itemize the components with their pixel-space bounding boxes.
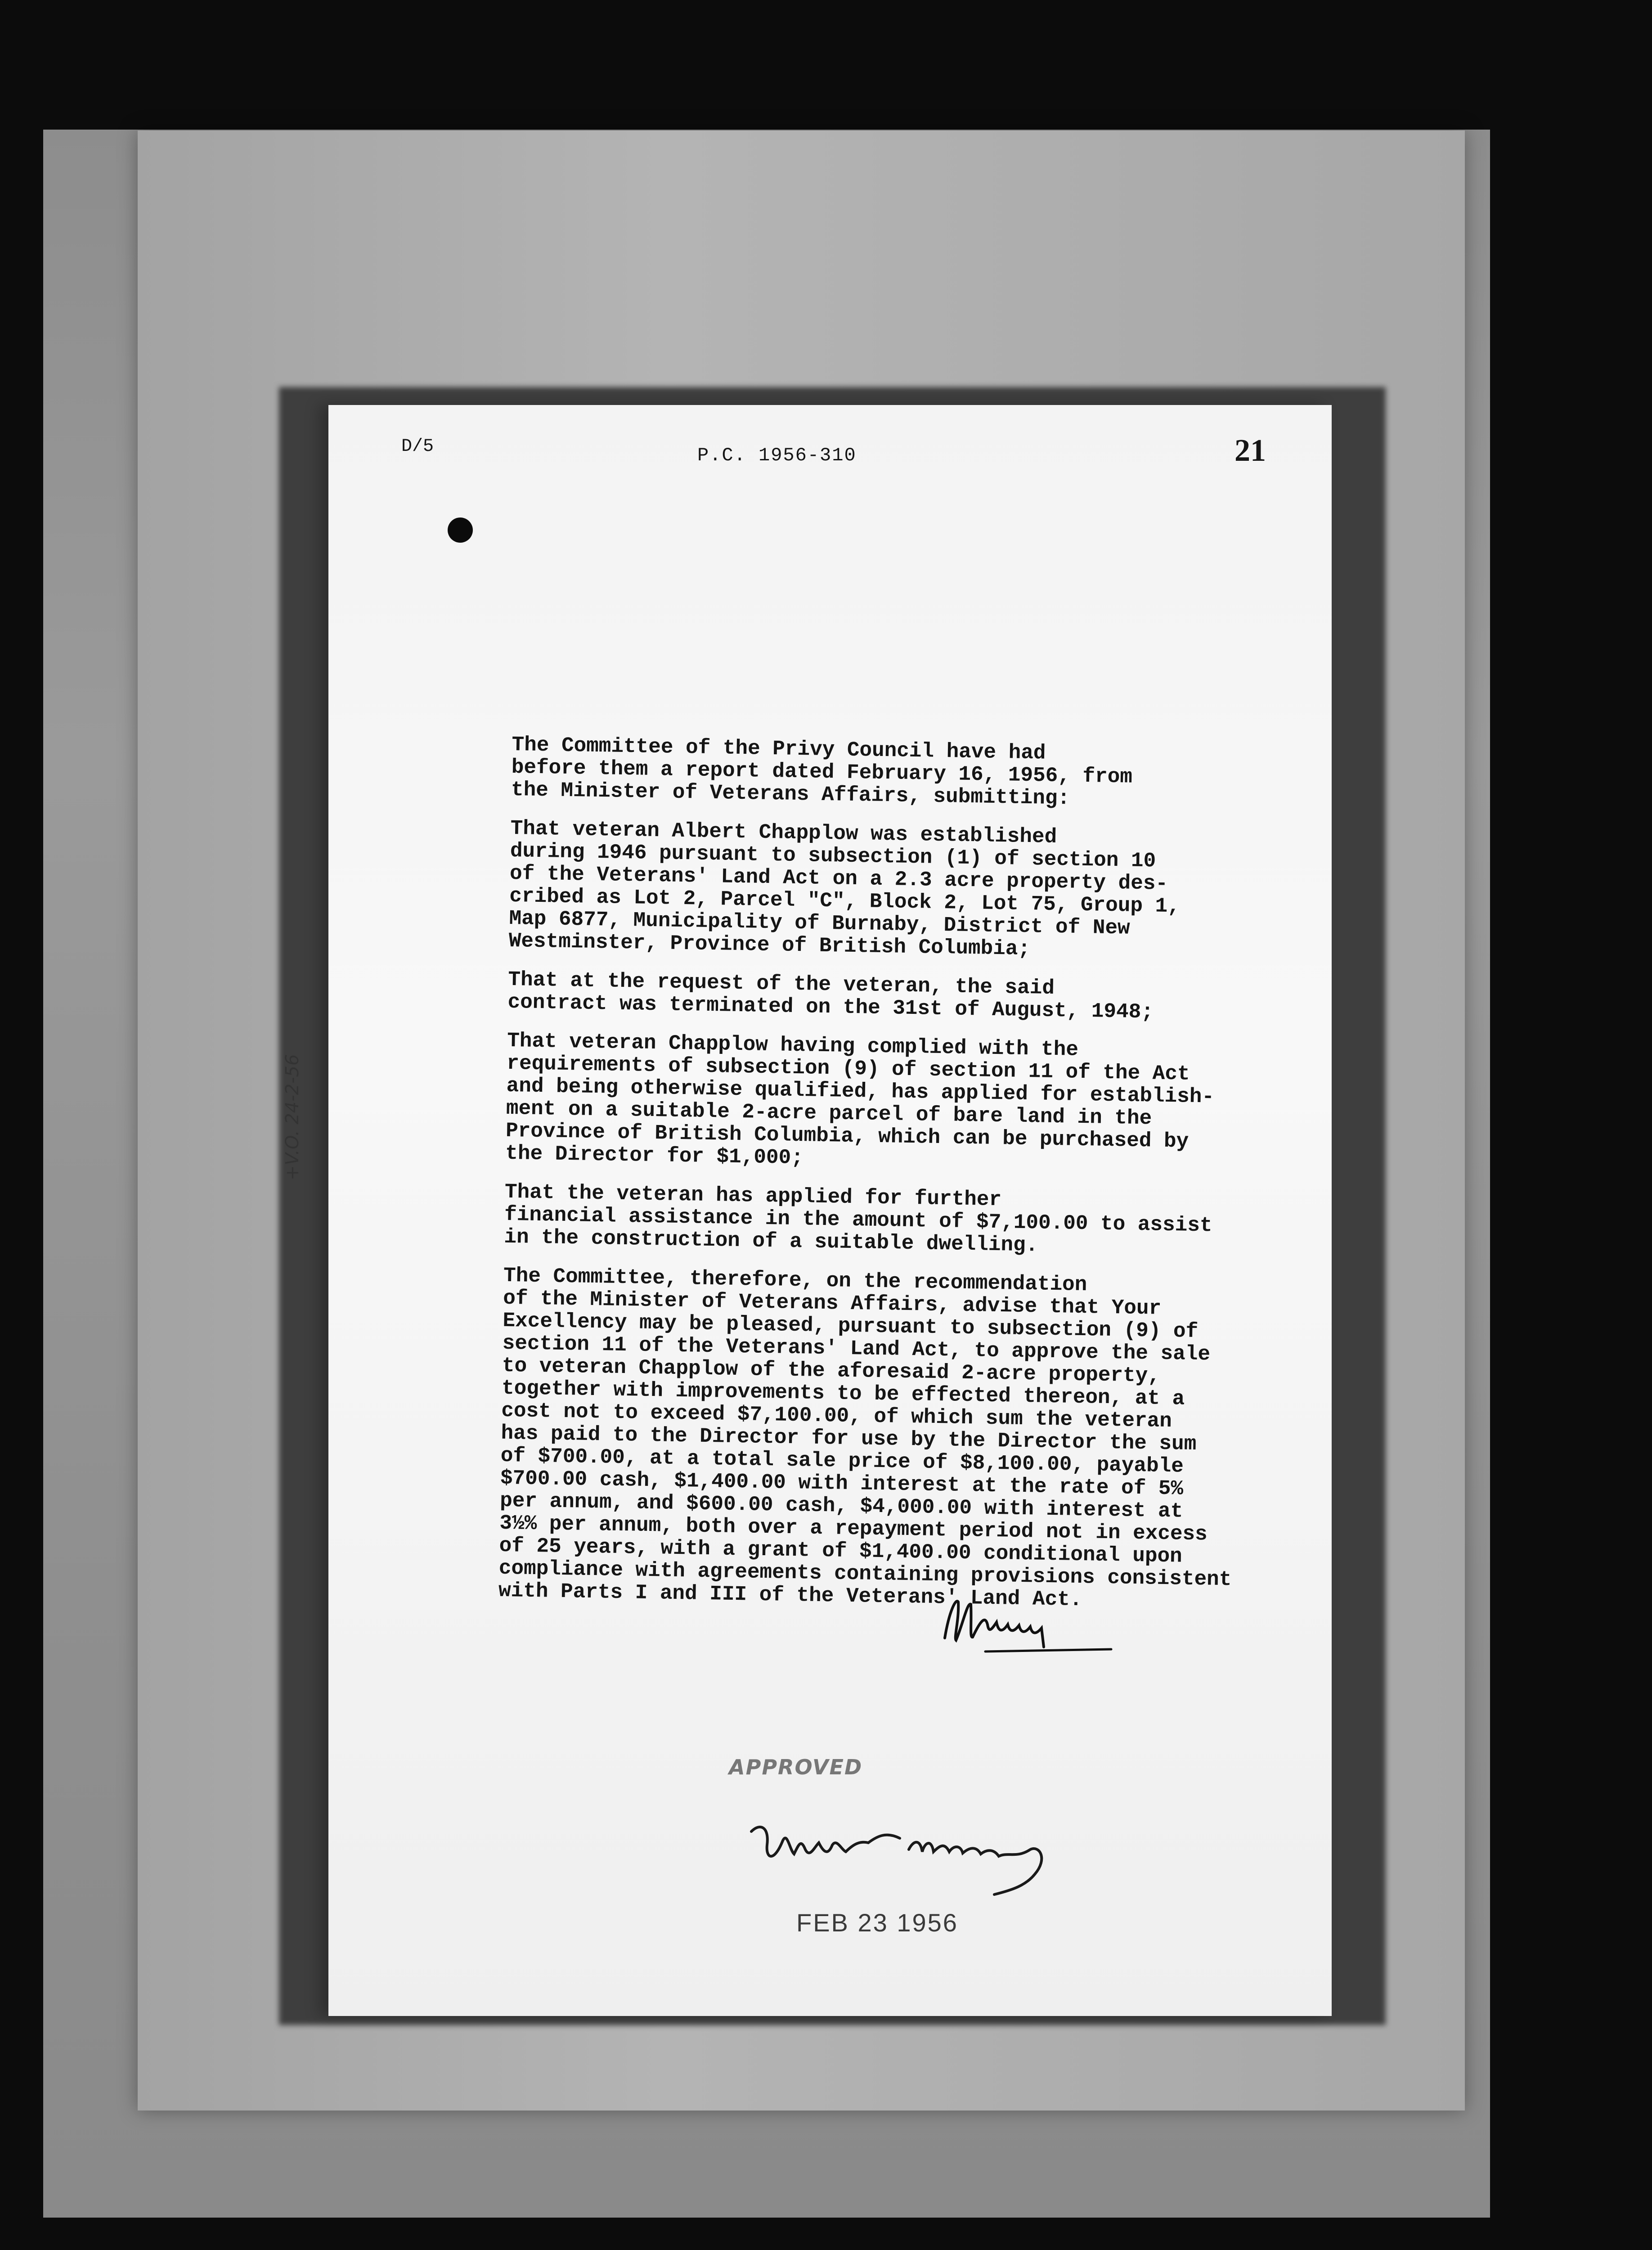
doc-id: D/5 xyxy=(401,436,434,457)
paragraph-application: That veteran Chapplow having complied with the requirements of subsection (9) of section 11 of the Act and being otherwise qualified, has applied for establish- ment on a suitable 2-acre parcel of bare land in the Province of British Columbia, which can be purchased by the Director for $1,000; xyxy=(505,1029,1215,1170)
governor-general-signature xyxy=(742,1796,1066,1912)
paragraph-termination: That at the request of the veteran, the said contract was terminated on the 31st of August, 1948; xyxy=(507,968,1154,1024)
paragraph-recommendation: The Committee, therefore, on the recommendation of the Minister of Veterans Affairs, advise that Your Excellency may be pleased, pursuant to subsection (9) of section 11 of the Veterans' Land Act, to approve the sale to veteran Chapplow of the aforesaid 2-acre property, together with improvements to be effected thereon, at a cost not to exceed $7,100.00, of which sum the veteran has paid to the Director for use by the Director the sum of $700.00, at a total sale price of $8,100.00, payable $700.00 cash, $1,400.00 with interest at the rate of 5% per annum, and $600.00 cash, $4,000.00 with interest at 3½% per annum, both over a repayment period not in excess of 25 years, with a grant of $1,400.00 conditional upon compliance with agreements containing provisions consistent with Parts I and III of the Veterans' Land Act. xyxy=(498,1264,1232,1612)
paragraph-establishment: That veteran Albert Chapplow was established during 1946 pursuant to subsection (1) of section 10 of the Veterans' Land Act on a 2.3 acre property des- cribed as Lot 2, Parcel "C", Block 2, Lot 75, Group 1, Map 6877, Municipality of Burnaby, District of New Westminster, Province of British Columbia; xyxy=(508,816,1181,961)
order-number: P.C. 1956-310 xyxy=(697,445,857,466)
approved-stamp: APPROVED xyxy=(729,1755,863,1779)
order-body xyxy=(498,734,1286,1630)
approval-block xyxy=(729,1755,1048,1937)
page-number: 21 xyxy=(1235,433,1266,468)
paragraph-financial-assistance: That the veteran has applied for further financial assistance in the amount of $7,100.00 to assist in the construction of a suitable dwelling. xyxy=(504,1180,1212,1257)
minister-signature xyxy=(931,1584,1120,1665)
punch-hole xyxy=(448,518,473,543)
margin-note: +V.O. 24-2-56 xyxy=(282,1054,303,1180)
approval-date-stamp: FEB 23 1956 xyxy=(796,1908,958,1937)
document-page xyxy=(282,405,1332,2016)
paragraph-preamble: The Committee of the Privy Council have had before them a report dated February 16, 1956, from the Minister of Veterans Affairs, submitting: xyxy=(511,733,1133,810)
